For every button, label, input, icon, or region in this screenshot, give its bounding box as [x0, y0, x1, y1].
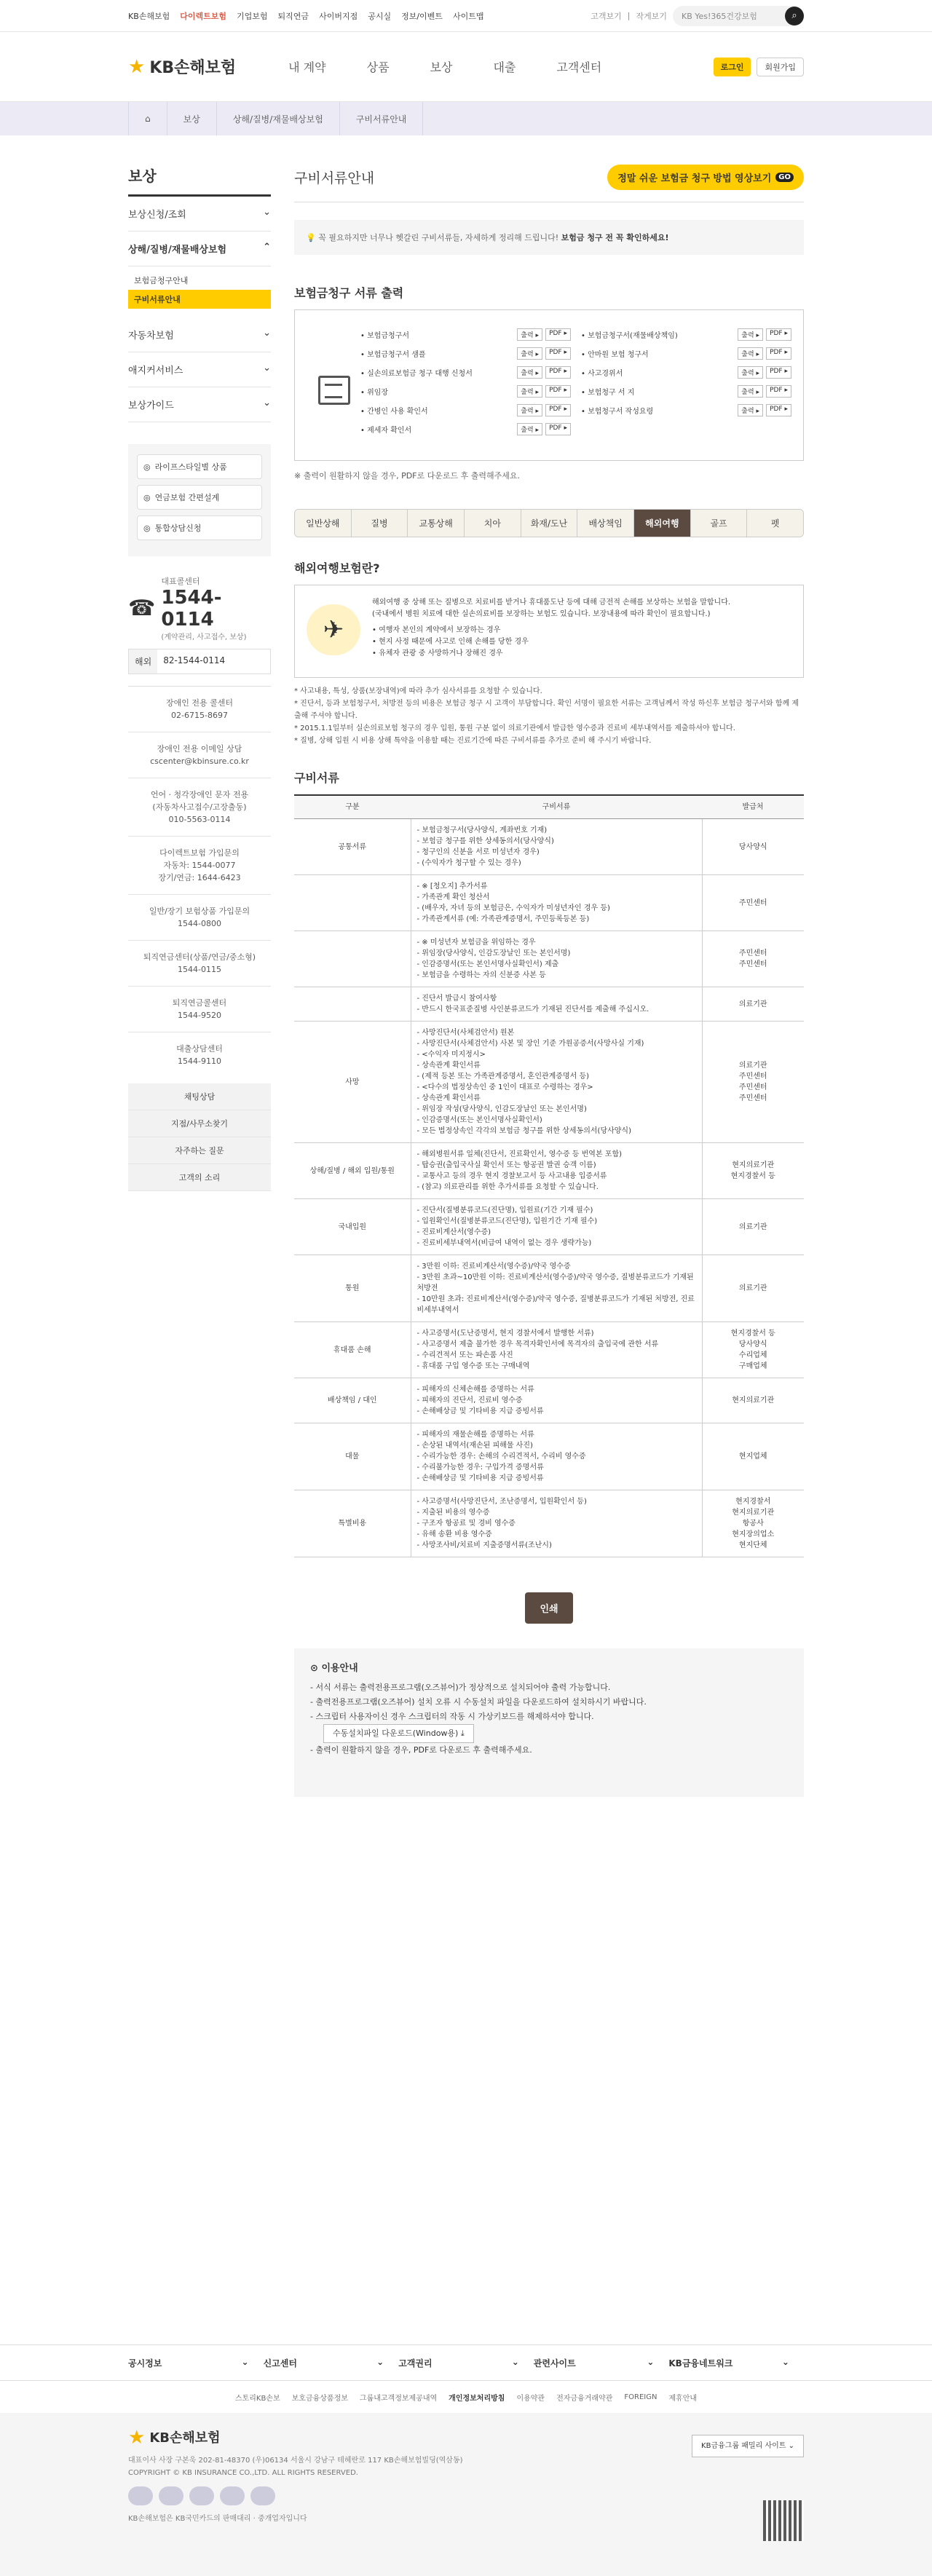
top-links — [128, 10, 483, 22]
download-button[interactable]: 수동설치파일 다운로드(Window용) ⤓ — [323, 1724, 474, 1743]
sidebar-title: 보상 — [128, 165, 271, 197]
note-line: * 사고내용, 특성, 상품(보장내역)에 따라 추가 심사서류를 요청할 수 있습니다. — [294, 687, 542, 695]
row-issuer: 당사양식 — [702, 819, 804, 875]
note-line: * 2015.1.1일부터 실손의료보험 청구의 경우 입원, 통원 구분 없이 의료기관에서 발급한 영수증과 진료비 세부내역서를 제출하셔야 합니다. — [294, 724, 735, 732]
document-item: - 수리견적서 또는 파손품 사진 — [417, 1350, 696, 1361]
airplane-icon: ✈ — [307, 604, 360, 655]
document-icon — [318, 376, 350, 405]
pdf-download-button[interactable]: PDF ▸ — [545, 385, 571, 398]
chevron-down-icon: ⌄ — [263, 207, 271, 218]
document-item: - 피해자의 신체손해를 증명하는 서류 — [417, 1384, 696, 1395]
form-label: • 보험금청구서 샘플 — [360, 350, 426, 359]
table-row — [294, 987, 804, 1022]
section-title: 구비서류 — [294, 771, 339, 785]
footer-logo: ★ KB손해보험 — [128, 2427, 221, 2449]
center-info: 대출상담센터 1544-9110 — [176, 1044, 223, 1066]
print-form-button[interactable]: 출력 ▸ — [738, 347, 763, 360]
document-item: - ※ [청오지] 추가서류 — [417, 881, 696, 892]
document-item: - 반드시 한국표준질병 사인분류코드가 기재된 진단서를 제출해 주십시오. — [417, 1004, 696, 1015]
sidebar-item-active[interactable]: 상해/질병/재물배상보험 ⌃ — [128, 232, 271, 266]
form-actions — [517, 347, 571, 360]
document-item: - 피해자의 재물손해를 증명하는 서류 — [417, 1429, 696, 1440]
document-item: - 피해자의 진단서, 진료비 영수증 — [417, 1395, 696, 1406]
form-actions — [738, 385, 791, 398]
row-documents — [411, 1143, 702, 1199]
chevron-down-icon: ⌄ — [647, 2356, 655, 2367]
footer-link[interactable]: 스토리KB손보 — [234, 2394, 280, 2403]
quick-link[interactable]: ◎ 통합상담신청 — [137, 515, 262, 540]
document-item: - 인감증명서(또는 본인서명사실확인서) 제출 — [417, 959, 696, 970]
document-item: - ※ 미성년자 보험금을 위임하는 경우 — [417, 937, 696, 948]
table-row — [294, 1143, 804, 1199]
qr-code — [763, 2500, 804, 2541]
certification-marks — [128, 2486, 804, 2505]
tab-6[interactable]: 해외여행 — [634, 510, 691, 537]
bulb-icon: 💡 — [306, 233, 316, 242]
document-item: - 사망조사비/치료비 지출증명서류(조난시) — [417, 1540, 696, 1551]
row-issuer: 현지의료기관 — [702, 1378, 804, 1423]
row-category: 특별비용 — [294, 1490, 411, 1557]
document-item: - 상속관계 확인서류 — [417, 1060, 696, 1071]
footer-nav-label: KB금융네트워크 — [668, 2358, 733, 2368]
document-item: - 위임장(당사양식, 인감도장날인 또는 본인서명) — [417, 948, 696, 959]
overview-item: • 현지 사정 때문에 사고로 인해 손해를 당한 경우 — [372, 636, 730, 648]
row-documents — [411, 875, 702, 931]
overview-item: • 유체자 관광 중 사망하거나 장해진 경우 — [372, 648, 730, 660]
notes — [294, 685, 804, 747]
row-documents — [411, 1322, 702, 1378]
document-item: - 해외병원서류 일체(진단서, 진료확인서, 영수증 등 번역본 포함) — [417, 1149, 696, 1160]
row-category — [294, 987, 411, 1022]
footer-link[interactable]: 그룹내고객정보제공내역 — [359, 2394, 438, 2403]
gnb-menu-item[interactable]: 대출 — [493, 60, 516, 74]
footer: ★ KB손해보험 KB금융그룹 패밀리 사이트 ⌄ 대표이사 사장 구본욱 202-81-48370 (우)06134 서울시 강남구 테헤란로 117 KB손해보험빌딩(역삼동) COPYRIGHT © KB INSURANCE CO.,LTD. ALL RIGHTS RESERVED. KB손해보험은 KB국민카드의 판매대리 · 중개업자입니다 — [0, 2413, 932, 2576]
footer-nav-item[interactable] — [264, 2357, 399, 2369]
document-item: - (수익자가 청구할 수 있는 경우) — [417, 858, 696, 869]
chevron-down-icon: ⌄ — [241, 2356, 249, 2367]
print-form-button[interactable]: 출력 ▸ — [517, 385, 542, 398]
footer-link[interactable]: 전자금융거래약관 — [556, 2394, 613, 2403]
form-label: • 보험청구서 작성요령 — [581, 407, 654, 416]
center-info: 퇴직연금센터(상품/연금/중소형) 1544-0115 — [128, 941, 271, 987]
tab-4[interactable]: 화재/도난 — [521, 510, 578, 537]
check-icon: ⊙ — [310, 1663, 318, 1674]
row-category: 국내입원 — [294, 1199, 411, 1255]
gnb-menu-item[interactable]: 상품 — [366, 60, 390, 74]
print-form-button[interactable]: 출력 ▸ — [517, 366, 542, 379]
pdf-download-button[interactable]: PDF ▸ — [545, 328, 571, 341]
row-documents — [411, 1199, 702, 1255]
chevron-down-icon: ⌄ — [376, 2356, 384, 2367]
main-content — [294, 165, 804, 1797]
join-button[interactable]: 회원가입 — [757, 58, 804, 76]
form-row — [581, 344, 791, 363]
form-row — [360, 419, 571, 438]
sidebar-item[interactable]: 애지커서비스 ⌄ — [128, 352, 271, 387]
row-issuer: 의료기관 — [702, 1255, 804, 1322]
center-info: 언어 · 청각장애인 문자 전용 (자동차사고접수/고장출동) 010-5563-0114 — [128, 778, 271, 837]
pdf-download-button[interactable]: PDF ▸ — [766, 347, 791, 360]
row-issuer: 주민센터 — [702, 875, 804, 931]
row-category: 사망 — [294, 1022, 411, 1143]
gnb-menu-item[interactable]: 고객센터 — [556, 60, 602, 74]
document-item: - 지출된 비용의 영수증 — [417, 1507, 696, 1518]
consult-icon: ◎ — [143, 523, 151, 533]
document-item: - 3만원 초과~10만원 이하: 진료비계산서(영수증)/약국 영수증, 질병분류코드가 기재된 처방전 — [417, 1272, 696, 1294]
support-links — [128, 1083, 271, 1191]
top-link[interactable]: 사이트맵 — [452, 11, 484, 21]
row-issuer: 현지의료기관 현지경찰서 등 — [702, 1143, 804, 1199]
breadcrumb-item[interactable]: 상해/질병/재물배상보험 — [216, 102, 339, 135]
table-row — [294, 819, 804, 875]
footer-link[interactable]: FOREIGN — [624, 2393, 657, 2401]
form-actions — [517, 328, 571, 341]
support-link[interactable]: 채팅상담 — [128, 1083, 271, 1110]
center-info: 장애인 전용 이메일 상담 cscenter@kbinsure.co.kr — [128, 732, 271, 778]
top-link[interactable]: 다이렉트보험 — [180, 11, 227, 21]
document-item: - <다수의 법정상속인 중 1인이 대표로 수령하는 경우> — [417, 1082, 696, 1093]
footer-nav-label: 신고센터 — [263, 2358, 297, 2368]
category-tabs — [294, 509, 804, 537]
documents-table: 구분 구비서류 발급처 공통서류 - 보험금청구서(당사양식, 계좌번호 기재) - 보험금 청구를 위한 상세동의서(당사양식) - 청구인의 신분을 서로 미성년자 경우) - (수익자가 청구할 수 있는 경우) 당사양식 - ※ [청오지] 추가서류 - 가족관계 확인 청산서 - (배우자, 자녀 등의 보험금은, 수익자가 미성년자인 경우 등) - 가족관계서류 (예: 가족관계증명서, 주민등록등본 등) 주민센터 - ※ 미성년자 보험금을 위임하는 경우 - 위임장(당사양식, 인감도장날인 또는 본인서명) - 인감증명서(또는 본인서명사실확인서) 제출 - 보험금을 수령하는 자의 신분증 사본 등 주민센터 주민센터 - 진단서 발급시 참여사항 - 반드시 한국표준질병 사인분류코드가 기재된 진단서를 제출해 주십시오. 의료기관 사망 - 사망진단서(사체검안서) 원본 - 사망진단서(사체검안서) 사본 및 장인 기준 가원공증서(사망사실 기재) - <수익자 미지정시> - 상속관계 확인서류 - (제적 등본 또는 가족관계증명서, 혼인관계증명서 등) - <다수의 법정상속인 중 1인이 대표로 수령하는 경우> - 상속관계 확인서류 - 위임장 작성(당사양식, 인감도장날인 또는 본인서명) - 인감증명서(또는 본인서명사실확인서) - 모든 법정상속인 각각의 보험금 청구를 위한 상세동의서(당사양식) 의료기관 주민센터 주민센터 주민센터 상해/질병 / 해외 입원/통원 - 해외병원서류 일체(진단서, 진료확인서, 영수증 등 번역본 포함) - 탑승권(출입국사실 확인서 또는 항공권 발권 승객 이름) - 교통사고 등의 경우 현지 경찰보고서 등 사고내용 입증서류 - (참고) 의료관리를 위한 추가서류를 요청할 수 있습니다. 현지의료기관 현지경찰서 등 국내입원 - 진단서(질병분류코드(진단명), 입원료(기간 기재 필수) - 입원확인서(질병분류코드(진단명), 입원기간 기재 필수) - 진료비계산서(영수증) - 진료비세부내역서(비급여 내역이 없는 경우 생략가능) 의료기관 통원 - 3만원 이하: 진료비계산서(영수증)/약국 영수증 - 3만원 초과~10만원 이하: 진료비계산서(영수증)/약국 영수증, 질병분류코드가 기재된 처방전 - 10만원 초과: 진료비계산서(영수증)/약국 영수증, 질병분류코드가 기재된 처방전, 진료비세부내역서 의료기관 휴대품 손해 - 사고증명서(도난증명서, 현지 경찰서에서 발행한 서류) - 사고증명서 제출 불가한 경우 목격자확인서에 목격자의 출입국에 관한 서류 - 수리견적서 또는 파손품 사진 - 휴대품 구입 영수증 또는 구매내역 현지경찰서 등 당사양식 수리업체 구매업체 배상책임 / 대인 - 피해자의 신체손해를 증명하는 서류 - 피해자의 진단서, 진료비 영수증 - 손해배상금 및 기타비용 지급 증빙서류 현지의료기관 대물 - 피해자의 재물손해를 증명하는 서류 - 손상된 내역서(재손된 피해물 사진) - 수리가능한 경우: 손해의 수리견적서, 수리비 영수증 - 수리불가능한 경우: 구입가격 증명서류 - 손해배상금 및 기타비용 지급 증빙서류 현지업체 특별비용 - 사고증명서(사망진단서, 조난증명서, 입원확인서 등) - 지출된 비용의 영수증 - 구조자 항공료 및 경비 영수증 - 유해 송환 비용 영수증 - 사망조사비/치료비 지출증명서류(조난시) 현지경찰서 현지의료기관 항공사 현지장의업소 현지단체 — [294, 794, 804, 1557]
search-input[interactable]: KB Yes!365건강보험 ⌕ — [673, 6, 804, 26]
form-actions — [738, 366, 791, 379]
usage-line: - 스크립터 사용자이신 경우 스크립터의 작동 시 가상키보드를 해제하셔야 합니다. — [310, 1712, 594, 1721]
document-item: - 보험금을 수령하는 자의 신분증 사본 등 — [417, 970, 696, 981]
center-info: 다이렉트보험 가입문의 자동차: 1544-0077 장기/연금: 1644-6423 — [128, 837, 271, 895]
form-label: • 보험금청구서(재물배상책임) — [581, 331, 678, 340]
document-item: - 10만원 초과: 진료비계산서(영수증)/약국 영수증, 질병분류코드가 기재된 처방전, 진료비세부내역서 — [417, 1294, 696, 1316]
chevron-down-icon: ⌄ — [781, 2356, 789, 2367]
home-icon[interactable]: ⌂ — [128, 102, 167, 135]
footer-nav-label: 고객권리 — [398, 2358, 433, 2368]
pension-icon: ◎ — [143, 492, 151, 502]
notice-box: 💡 꼭 필요하지만 너무나 헷갈린 구비서류들, 자세하게 정리해 드립니다! 보험금 청구 전 꼭 확인하세요! — [294, 220, 804, 255]
tab-5[interactable]: 배상책임 — [577, 510, 634, 537]
document-item: - 진단서 발급시 참여사항 — [417, 993, 696, 1004]
form-actions — [517, 404, 571, 416]
sidebar — [128, 165, 271, 1797]
login-button[interactable]: 로그인 — [714, 58, 751, 76]
row-category: 통원 — [294, 1255, 411, 1322]
print-form-button[interactable]: 출력 ▸ — [738, 404, 763, 416]
pdf-download-button[interactable]: PDF ▸ — [766, 328, 791, 341]
table-row — [294, 875, 804, 931]
footer-nav-item[interactable] — [668, 2357, 804, 2369]
document-item: - 보험금 청구를 위한 상세동의서(당사양식) — [417, 836, 696, 847]
pdf-download-button[interactable]: PDF ▸ — [545, 366, 571, 379]
row-documents — [411, 931, 702, 987]
row-documents — [411, 819, 702, 875]
row-documents — [411, 987, 702, 1022]
document-item: - 가족관계 확인 청산서 — [417, 892, 696, 903]
form-row — [581, 400, 791, 419]
pdf-download-button[interactable]: PDF ▸ — [545, 347, 571, 360]
breadcrumb — [0, 102, 932, 135]
document-item: - 모든 법정상속인 각각의 보험금 청구를 위한 상세동의서(당사양식) — [417, 1126, 696, 1137]
form-row — [360, 382, 571, 400]
document-item: - 사고증명서(도난증명서, 현지 경찰서에서 발행한 서류) — [417, 1328, 696, 1339]
document-item: - 사망진단서(사체검안서) 사본 및 장인 기준 가원공증서(사망사실 기재) — [417, 1038, 696, 1049]
document-item: - 청구인의 신분을 서로 미성년자 경우) — [417, 847, 696, 858]
row-documents — [411, 1490, 702, 1557]
print-form-button[interactable]: 출력 ▸ — [517, 423, 542, 435]
note-line: * 진단서, 등과 보험청구서, 처방전 등의 비용은 보험금 청구 시 고객이 부담합니다. 확인 서명이 필요한 서류는 고객님께서 작성 하신후 보험금 청구서와 함께 제출해 주셔야 합니다. — [294, 700, 799, 720]
quick-link[interactable]: ◎ 연금보험 간편설계 — [137, 485, 262, 510]
document-item: - (배우자, 자녀 등의 보험금은, 수익자가 미성년자인 경우 등) — [417, 903, 696, 914]
document-item: - <수익자 미지정시> — [417, 1049, 696, 1060]
document-item: - 상속관계 확인서류 — [417, 1093, 696, 1104]
footer-nav-item[interactable] — [398, 2357, 534, 2369]
row-category: 대물 — [294, 1423, 411, 1490]
pdf-download-button[interactable]: PDF ▸ — [545, 423, 571, 435]
gnb-menu-item[interactable]: 내 계약 — [288, 60, 326, 74]
form-actions — [738, 404, 791, 416]
print-form-button[interactable]: 출력 ▸ — [517, 347, 542, 360]
pdf-download-button[interactable]: PDF ▸ — [766, 366, 791, 379]
sidebar-item[interactable]: 보상가이드 ⌄ — [128, 387, 271, 422]
center-info: 장애인 전용 콜센터 02-6715-8697 — [128, 687, 271, 732]
row-category: 공통서류 — [294, 819, 411, 875]
document-item: - 3만원 이하: 진료비계산서(영수증)/약국 영수증 — [417, 1261, 696, 1272]
form-actions — [738, 328, 791, 341]
top-link[interactable]: 정보/이벤트 — [401, 11, 443, 21]
table-row — [294, 1423, 804, 1490]
quick-link[interactable]: ◎ 라이프스타일별 상품 — [137, 454, 262, 479]
kb-star-icon: ★ — [128, 55, 146, 78]
document-item: - 손해배상금 및 기타비용 지급 증빙서류 — [417, 1473, 696, 1484]
download-icon: ⤓ — [460, 1728, 465, 1738]
footer-link[interactable]: 제휴안내 — [668, 2394, 698, 2403]
row-issuer: 의료기관 주민센터 주민센터 주민센터 — [702, 1022, 804, 1143]
footer-nav-item[interactable] — [128, 2357, 264, 2369]
footer-nav-item[interactable] — [534, 2357, 669, 2369]
document-item: - 가족관계서류 (예: 가족관계증명서, 주민등록등본 등) — [417, 914, 696, 925]
print-form-button[interactable]: 출력 ▸ — [738, 328, 763, 341]
document-item: - 수리가능한 경우: 손해의 수리견적서, 수리비 영수증 — [417, 1451, 696, 1462]
document-item: - 손해배상금 및 기타비용 지급 증빙서류 — [417, 1406, 696, 1417]
forms-box — [294, 309, 804, 461]
form-label: • 사고경위서 — [581, 369, 623, 378]
footer-nav-label: 관련사이트 — [533, 2358, 576, 2368]
row-category: 휴대품 손해 — [294, 1322, 411, 1378]
form-label: • 안마원 보험 청구서 — [581, 350, 649, 359]
document-item: - 구조자 항공료 및 경비 영수증 — [417, 1518, 696, 1529]
table-row — [294, 1022, 804, 1143]
document-item: - 사고증명서(사망진단서, 조난증명서, 입원확인서 등) — [417, 1496, 696, 1507]
row-issuer: 의료기관 — [702, 987, 804, 1022]
lifestyle-icon: ◎ — [143, 462, 151, 472]
sidebar-item[interactable]: 자동차보험 ⌄ — [128, 317, 271, 352]
forms-note: ※ 출력이 원활하지 않을 경우, PDF로 다운로드 후 출력해주세요. — [294, 471, 521, 481]
table-row — [294, 931, 804, 987]
document-item: - 유해 송환 비용 영수증 — [417, 1529, 696, 1540]
table-row — [294, 1255, 804, 1322]
search-icon[interactable]: ⌕ — [785, 7, 804, 25]
tab-8[interactable]: 펫 — [747, 510, 803, 537]
overview-box: ✈ 해외여행 중 상해 또는 질병으로 치료비를 받거나 휴대품도난 등에 대해 금전적 손해를 보상하는 보험을 말합니다. (국내에서 병원 치료에 대한 실손의료비를 보장하는 보험도 있습니다. 보장내용에 따라 확인이 필요합니다.) • 여행자 본인의 계약에서 보장하는 경우 • 현지 사정 때문에 사고로 인해 손해를 당한 경우 • 유체자 관광 중 사망하거나 장해진 경우 — [294, 585, 804, 678]
form-row — [581, 325, 791, 344]
tab-3[interactable]: 치아 — [465, 510, 521, 537]
row-issuer: 의료기관 — [702, 1199, 804, 1255]
form-actions — [738, 347, 791, 360]
tab-2[interactable]: 교통상해 — [408, 510, 465, 537]
top-link[interactable]: KB손해보험 — [128, 11, 170, 21]
sidebar-subitem-active[interactable]: 구비서류안내 — [128, 290, 271, 309]
document-item: - 입원확인서(질병분류코드(진단명), 입원기간 기재 필수) — [417, 1216, 696, 1227]
row-issuer: 현지경찰서 현지의료기관 항공사 현지장의업소 현지단체 — [702, 1490, 804, 1557]
quick-menu — [128, 444, 271, 556]
row-issuer: 현지업체 — [702, 1423, 804, 1490]
form-row — [581, 363, 791, 382]
usage-line: - 출력전용프로그램(오즈뷰어) 설치 오류 시 수동설치 파일을 다운로드하여 설치하시기 바랍니다. — [310, 1697, 647, 1707]
pdf-download-button[interactable]: PDF ▸ — [766, 404, 791, 416]
table-row — [294, 1199, 804, 1255]
support-link[interactable]: 고객의 소리 — [128, 1164, 271, 1191]
support-link[interactable]: 자주하는 질문 — [128, 1137, 271, 1164]
document-item: - 진료비계산서(영수증) — [417, 1227, 696, 1238]
row-issuer: 현지경찰서 등 당사양식 수리업체 구매업체 — [702, 1322, 804, 1378]
usage-guide: ⊙ 이용안내 - 서식 서류는 출력전용프로그램(오즈뷰어)가 정상적으로 설치되어야 출력 가능합니다. - 출력전용프로그램(오즈뷰어) 설치 오류 시 수동설치 파일을 다운로드하여 설치하시기 바랍니다. - 스크립터 사용자이신 경우 스크립터의 작동 시 가상키보드를 해제하셔야 합니다. 수동설치파일 다운로드(Window용) ⤓ - 출력이 원활하지 않을 경우, PDF로 다운로드 후 출력해주세요. — [294, 1648, 804, 1797]
footer-nav — [0, 2344, 932, 2381]
row-documents — [411, 1255, 702, 1322]
document-item: - 사망진단서(사체검안서) 원본 — [417, 1027, 696, 1038]
print-form-button[interactable]: 출력 ▸ — [738, 366, 763, 379]
form-row — [360, 344, 571, 363]
row-documents — [411, 1022, 702, 1143]
call-number: 1544-0114 — [161, 587, 222, 631]
global-nav — [288, 58, 601, 75]
view-mode-link[interactable]: 고객보기 — [591, 11, 622, 21]
top-utility-bar: KB손해보험 다이렉트보험 기업보험 퇴직연금 사이버지점 공시실 정보/이벤트 사이트맵 고객보기 | 작게보기 KB Yes!365건강보험 ⌕ — [0, 0, 932, 32]
row-category: 상해/질병 / 해외 입원/통원 — [294, 1143, 411, 1199]
breadcrumb-item[interactable]: 보상 — [167, 102, 216, 135]
footer-links — [0, 2381, 932, 2413]
tab-0[interactable]: 일반상해 — [295, 510, 352, 537]
document-item: - 진료비세부내역서(비급여 내역이 없는 경우 생략가능) — [417, 1238, 696, 1249]
footer-link[interactable]: 이용약관 — [516, 2394, 545, 2403]
row-category — [294, 875, 411, 931]
print-form-button[interactable]: 출력 ▸ — [517, 404, 542, 416]
top-link[interactable]: 사이버지점 — [319, 11, 358, 21]
form-label: • 실손의료보험금 청구 대행 신청서 — [360, 369, 473, 378]
center-list — [128, 687, 271, 1078]
family-site-select[interactable]: KB금융그룹 패밀리 사이트 ⌄ — [692, 2435, 804, 2457]
sidebar-item[interactable]: 보상신청/조회 ⌄ — [128, 197, 271, 232]
form-row — [581, 382, 791, 400]
document-item: - 진단서(질병분류코드(진단명), 입원료(기간 기재 필수) — [417, 1205, 696, 1216]
print-form-button[interactable]: 출력 ▸ — [517, 328, 542, 341]
section-title: 보험금청구 서류 출력 — [294, 286, 404, 300]
document-item: - (제적 등본 또는 가족관계증명서, 혼인관계증명서 등) — [417, 1071, 696, 1082]
top-link[interactable]: 기업보험 — [237, 11, 268, 21]
video-guide-button[interactable]: 정말 쉬운 보험금 청구 방법 영상보기 GO — [607, 165, 804, 190]
row-issuer: 주민센터 주민센터 — [702, 931, 804, 987]
tab-1[interactable]: 질병 — [352, 510, 408, 537]
document-item: - 위임장 작성(당사양식, 인감도장날인 또는 본인서명) — [417, 1104, 696, 1115]
chevron-down-icon: ⌄ — [511, 2356, 519, 2367]
document-item: - 보험금청구서(당사양식, 계좌번호 기재) — [417, 825, 696, 836]
form-label: • 보험청구 서 지 — [581, 388, 635, 397]
document-item: - 탑승권(출입국사실 확인서 또는 항공권 발권 승객 이름) — [417, 1160, 696, 1171]
tab-7[interactable]: 골프 — [691, 510, 748, 537]
row-documents — [411, 1423, 702, 1490]
form-label: • 간병인 사용 확인서 — [360, 407, 428, 416]
form-actions — [517, 385, 571, 398]
chevron-up-icon: ⌃ — [263, 242, 271, 253]
center-info: 퇴직연금콜센터 1544-9520 — [128, 987, 271, 1032]
footer-nav-label: 공시정보 — [128, 2358, 162, 2368]
main-header — [0, 32, 932, 102]
row-documents — [411, 1378, 702, 1423]
form-row — [360, 325, 571, 344]
gnb-menu-item[interactable]: 보상 — [430, 60, 453, 74]
center-info: 일반/장기 보험상품 가입문의 1544-0800 — [128, 895, 271, 941]
row-category: 배상책임 / 대인 — [294, 1378, 411, 1423]
form-label: • 보험금청구서 — [360, 331, 410, 340]
document-item: - 수리불가능한 경우: 구입가격 증명서류 — [417, 1462, 696, 1473]
print-form-button[interactable]: 출력 ▸ — [738, 385, 763, 398]
table-row — [294, 1490, 804, 1557]
top-link[interactable]: 공시실 — [368, 11, 392, 21]
usage-line: - 서식 서류는 출력전용프로그램(오즈뷰어)가 정상적으로 설치되어야 출력 가능합니다. — [310, 1683, 611, 1692]
document-item: - 휴대품 구입 영수증 또는 구매내역 — [417, 1361, 696, 1372]
table-row — [294, 1322, 804, 1378]
support-link[interactable]: 지점/사무소찾기 — [128, 1110, 271, 1137]
print-button[interactable]: 인쇄 — [525, 1592, 572, 1624]
form-row — [360, 363, 571, 382]
form-label: • 위임장 — [360, 388, 389, 397]
breadcrumb-item[interactable]: 구비서류안내 — [339, 102, 424, 135]
overview-item: • 여행자 본인의 계약에서 보장하는 경우 — [372, 625, 730, 636]
document-item: - 교통사고 등의 경우 현지 경찰보고서 등 사고내용 입증서류 — [417, 1171, 696, 1182]
document-item: - 인감증명서(또는 본인서명사실확인서) — [417, 1115, 696, 1126]
top-link[interactable]: 퇴직연금 — [277, 11, 309, 21]
phone-icon: ☎ — [128, 596, 156, 621]
section-title: 해외여행보험란? — [294, 561, 380, 575]
row-category — [294, 931, 411, 987]
sidebar-subitem[interactable]: 보험금청구안내 — [134, 276, 189, 285]
pdf-download-button[interactable]: PDF ▸ — [766, 385, 791, 398]
table-row — [294, 1378, 804, 1423]
document-item: - (참고) 의료관리를 위한 추가서류를 요청할 수 있습니다. — [417, 1182, 696, 1193]
footer-link[interactable]: 개인정보처리방침 — [449, 2394, 505, 2403]
document-item: - 사고증명서 제출 불가한 경우 목격자확인서에 목격자의 출입국에 관한 서류 — [417, 1339, 696, 1350]
document-item: - 손상된 내역서(재손된 피해물 사진) — [417, 1440, 696, 1451]
form-label: • 제세자 확인서 — [360, 426, 412, 435]
logo[interactable]: ★ KB손해보험 — [128, 55, 237, 78]
form-actions — [517, 366, 571, 379]
footer-link[interactable]: 보호금융상품정보 — [291, 2394, 348, 2403]
pdf-download-button[interactable]: PDF ▸ — [545, 404, 571, 416]
form-actions — [517, 423, 571, 435]
call-center: ☎ 대표콜센터 1544-0114 (계약관리, 사고접수, 보상) 해외 82-1544-0114 — [128, 575, 271, 687]
form-row — [360, 400, 571, 419]
sidebar-submenu — [128, 266, 271, 317]
page-title: 구비서류안내 — [294, 170, 375, 186]
text-size-link[interactable]: 작게보기 — [636, 11, 667, 21]
note-line: * 질병, 상해 입원 시 비용 상해 특약을 이용할 때는 진료기간에 따른 구비서류를 추가로 준비 해 주시기 바랍니다. — [294, 737, 652, 745]
